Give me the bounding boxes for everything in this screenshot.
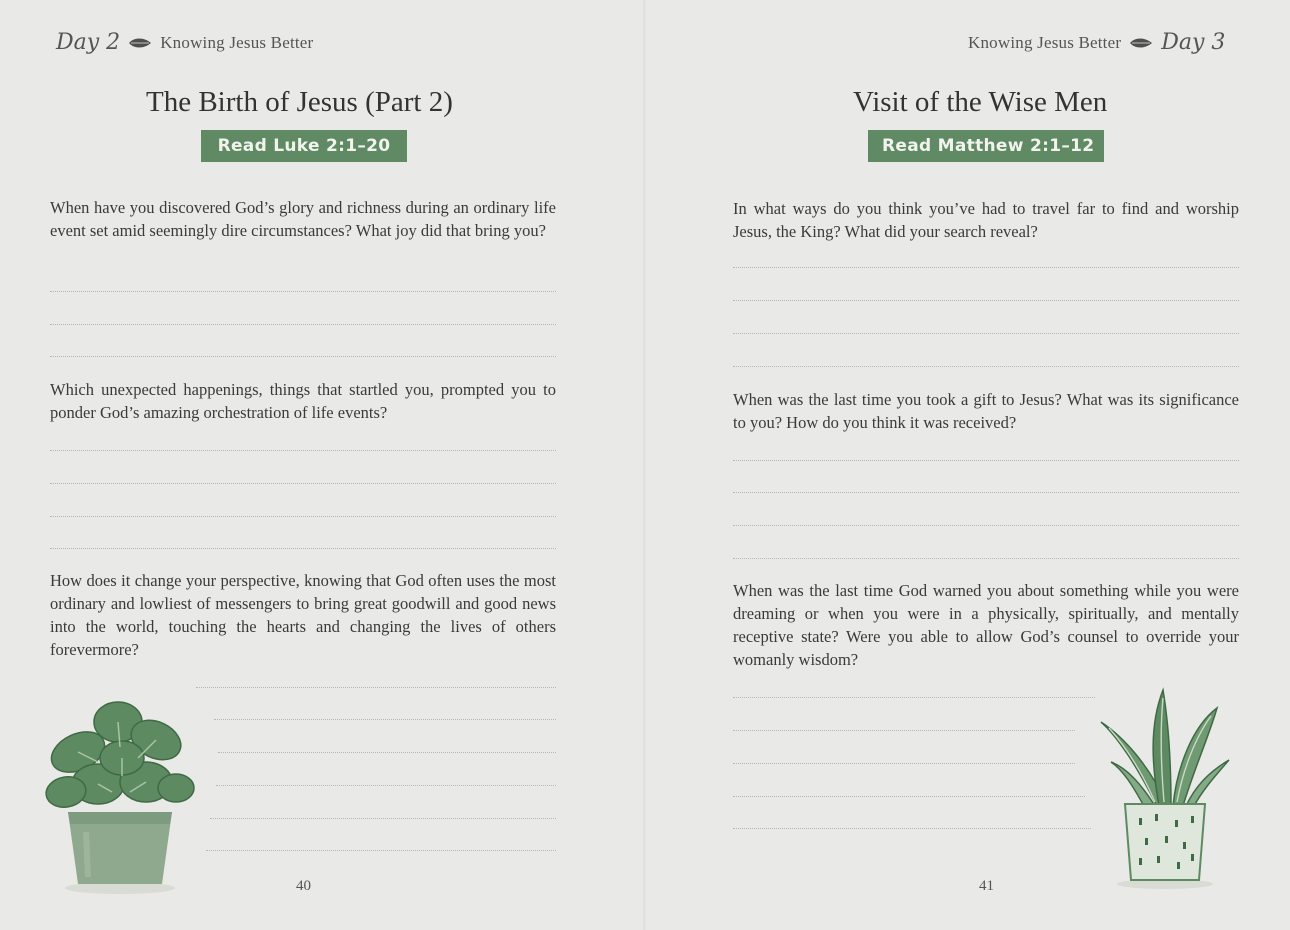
answer-line[interactable] <box>733 697 1095 698</box>
answer-line[interactable] <box>733 828 1091 829</box>
question-1: When have you discovered God’s glory and richness during an ordinary life event set amid seemingly dire circumstances? What joy did that bring you? <box>50 198 556 240</box>
answer-line[interactable] <box>733 300 1239 301</box>
answer-line[interactable] <box>210 818 556 819</box>
snake-plant-illustration <box>1097 686 1232 896</box>
answer-line[interactable] <box>218 752 556 753</box>
answer-line[interactable] <box>214 719 556 720</box>
answer-line[interactable] <box>196 687 556 688</box>
leaf-icon <box>128 37 152 49</box>
running-head-title: Knowing Jesus Better <box>160 32 314 52</box>
question-2: When was the last time you took a gift to Jesus? What was its significance to you? How do you think it was received? <box>733 390 1239 432</box>
leaf-icon <box>1129 37 1153 49</box>
page-number: 41 <box>979 878 994 894</box>
answer-line[interactable] <box>50 516 556 517</box>
running-head-right <box>968 30 1225 55</box>
answer-line[interactable] <box>733 730 1075 731</box>
scripture-badge: Read Luke 2:1–20 <box>201 130 407 162</box>
answer-line[interactable] <box>50 291 556 292</box>
page-number: 40 <box>296 878 311 894</box>
answer-line[interactable] <box>733 796 1085 797</box>
answer-line[interactable] <box>50 450 556 451</box>
running-head-title: Knowing Jesus Better <box>968 32 1122 52</box>
answer-line[interactable] <box>50 548 556 549</box>
answer-line[interactable] <box>50 324 556 325</box>
answer-line[interactable] <box>216 785 556 786</box>
question-3: How does it change your perspective, knowing that God often uses the most ordinary and lowliest of messengers to bring great goodwill and good news into the world, touching the hearts and changing the lives of others forevermore? <box>50 571 556 659</box>
page-title: Visit of the Wise Men <box>853 86 1108 118</box>
right-page <box>645 0 1290 930</box>
answer-line[interactable] <box>733 763 1075 764</box>
answer-line[interactable] <box>733 366 1239 367</box>
page-title: The Birth of Jesus (Part 2) <box>146 86 453 118</box>
answer-line[interactable] <box>733 333 1239 334</box>
running-head-left <box>56 30 313 55</box>
leafy-plant-illustration <box>38 692 203 902</box>
answer-line[interactable] <box>733 525 1239 526</box>
question-2: Which unexpected happenings, things that startled you, prompted you to ponder God’s amazing orchestration of life events? <box>50 380 556 422</box>
answer-line[interactable] <box>733 460 1239 461</box>
question-3: When was the last time God warned you about something while you were dreaming or when you were in a physically, spiritually, and mentally receptive state? Were you able to allow God’s counsel to override your womanly wisdom? <box>733 581 1239 669</box>
answer-line[interactable] <box>50 483 556 484</box>
answer-line[interactable] <box>50 356 556 357</box>
answer-line[interactable] <box>733 492 1239 493</box>
answer-line[interactable] <box>733 558 1239 559</box>
scripture-badge: Read Matthew 2:1–12 <box>868 130 1104 162</box>
answer-line[interactable] <box>206 850 556 851</box>
question-1: In what ways do you think you’ve had to travel far to find and worship Jesus, the King? What did your search reveal? <box>733 199 1239 241</box>
day-label: Day 2 <box>56 30 121 55</box>
answer-line[interactable] <box>733 267 1239 268</box>
day-label: Day 3 <box>1161 30 1226 55</box>
